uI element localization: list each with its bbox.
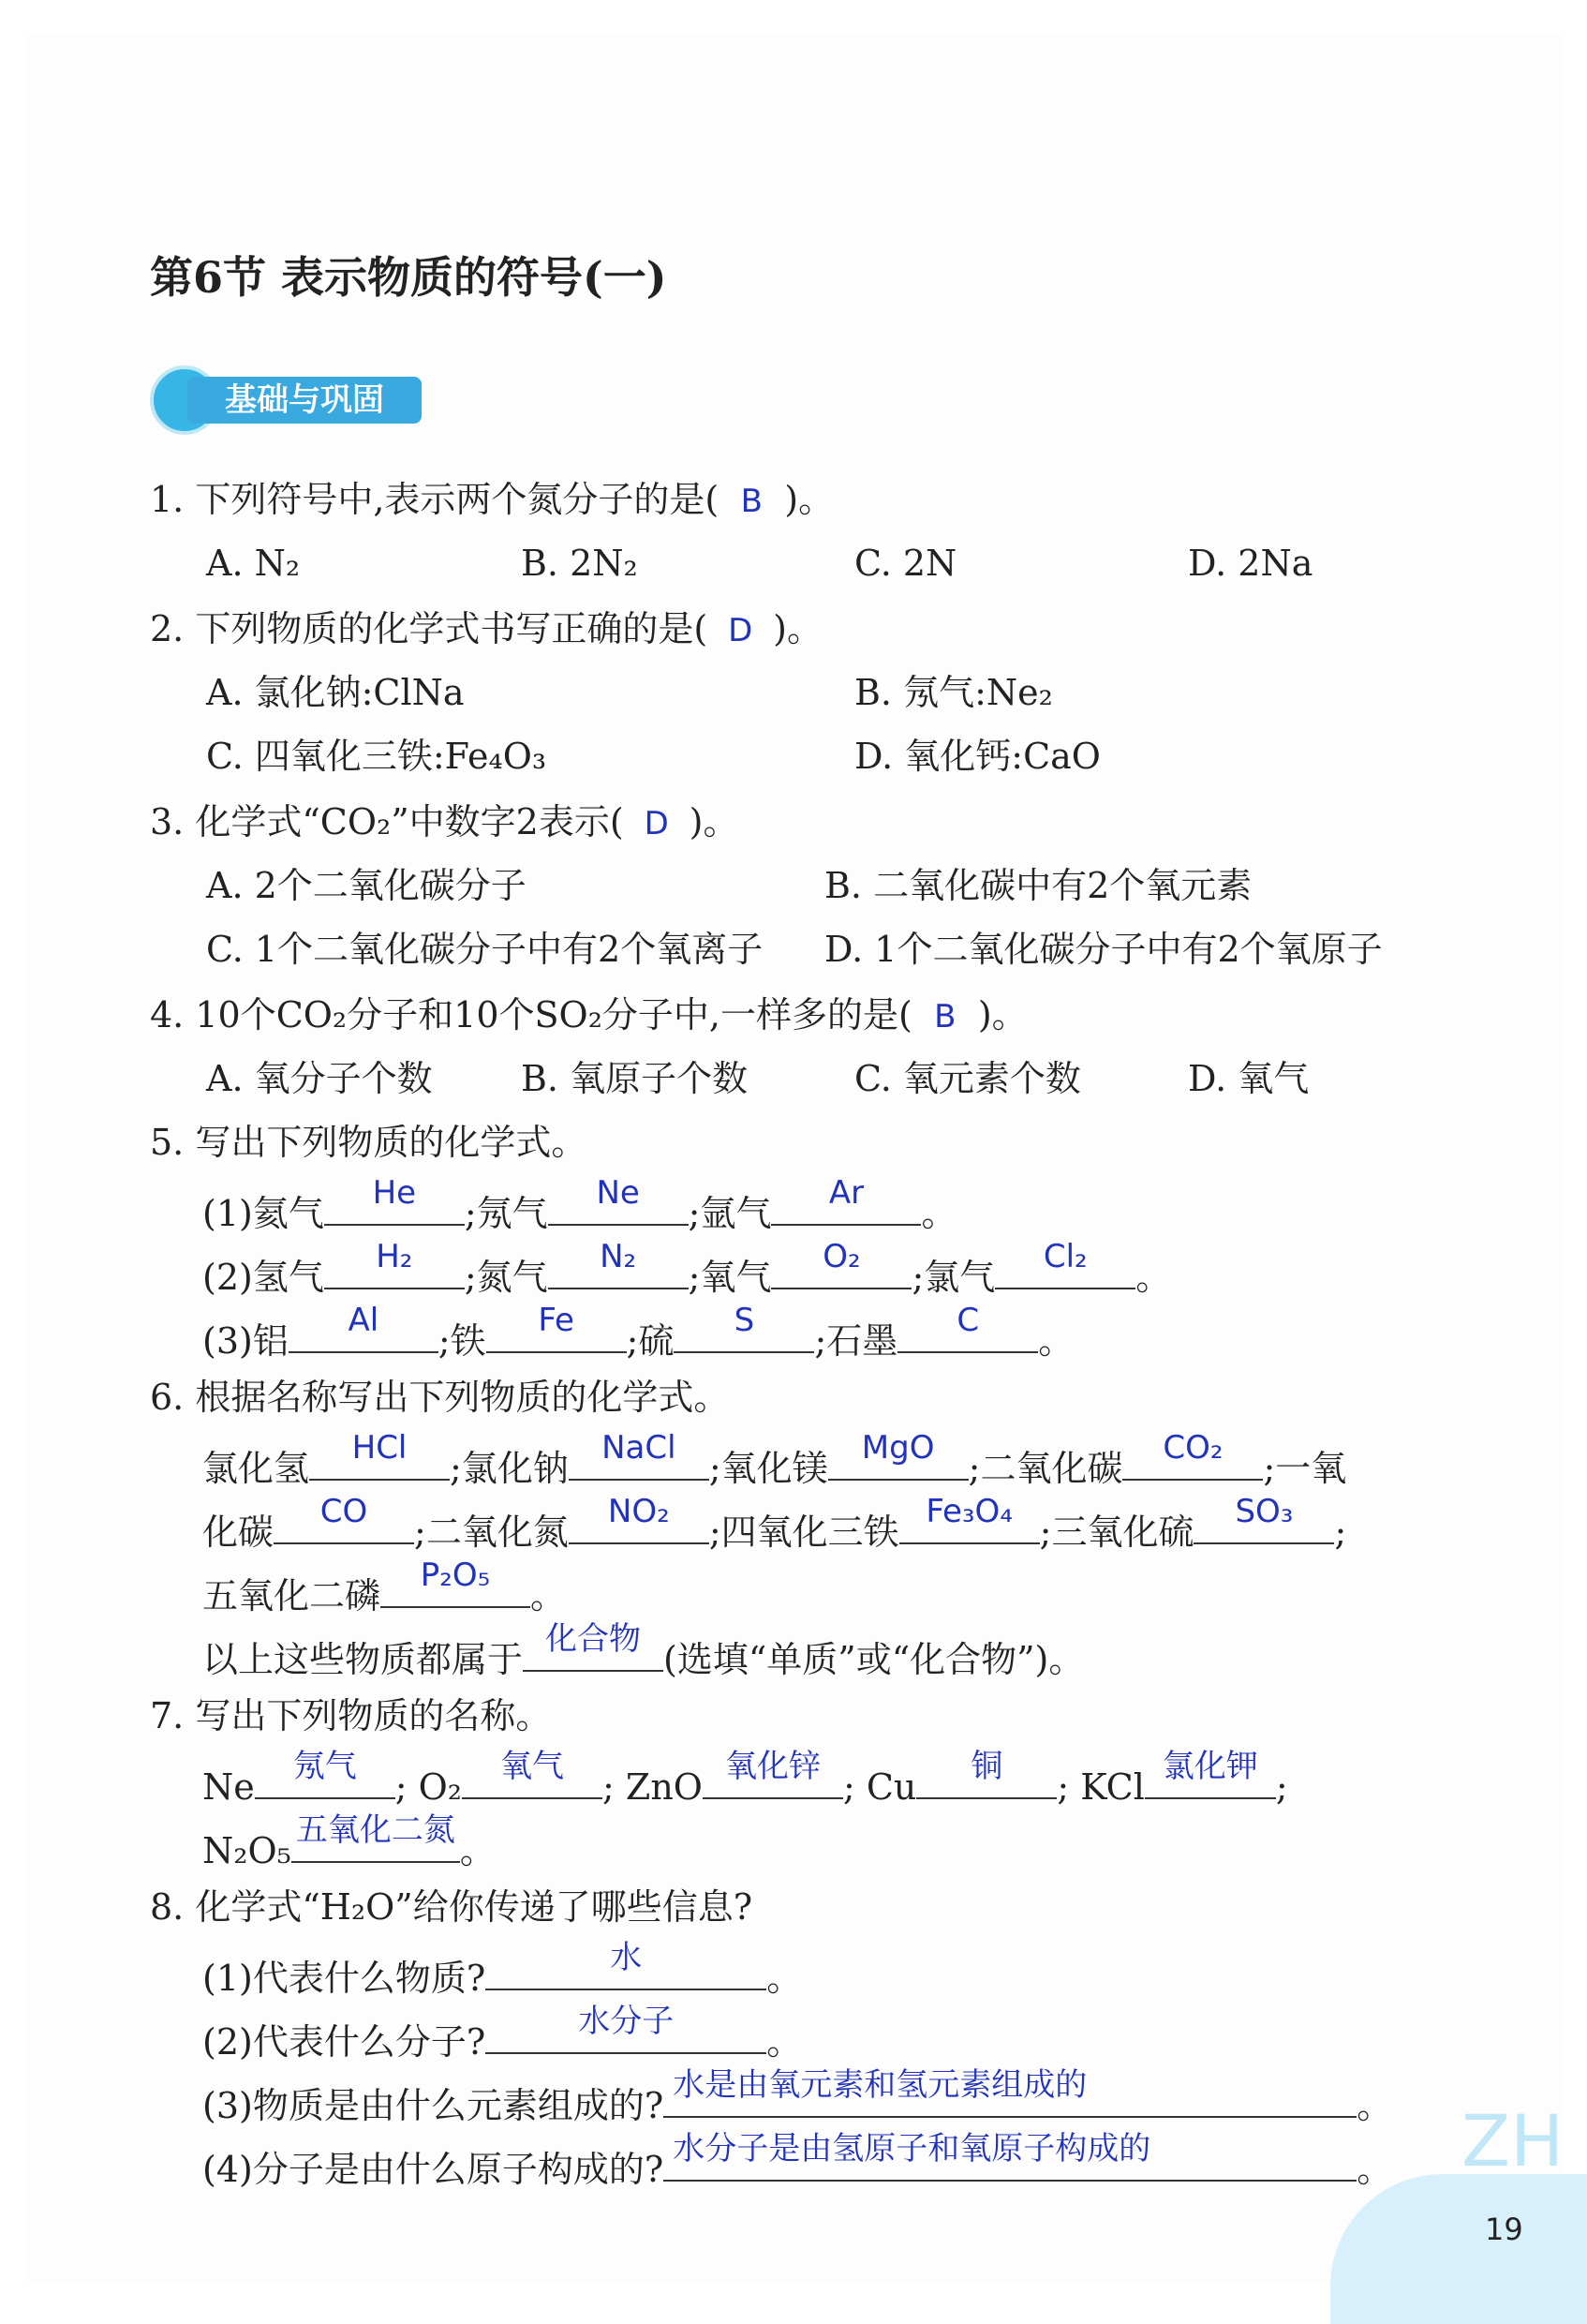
- section-badge: [150, 365, 422, 435]
- q8-row3: (3)物质是由什么元素组成的? 水是由氧元素和氢元素组成的 。: [202, 2066, 1393, 2126]
- q8-stem: 8. 化学式“H₂O”给你传递了哪些信息?: [150, 1886, 753, 1928]
- q6-blank: CO₂: [1122, 1438, 1263, 1481]
- q6-blank: HCl: [309, 1438, 450, 1481]
- q2-option-a: A. 氯化钠:ClNa: [206, 672, 465, 713]
- q6-row1: 氯化氢 HCl ;氯化钠 NaCl ;氧化镁 MgO ;二氧化碳 CO₂ ;一氧: [202, 1429, 1347, 1489]
- q5-blank: Ar: [771, 1183, 921, 1226]
- q4-answer: B: [934, 998, 957, 1035]
- badge-label: 基础与巩固: [187, 377, 422, 424]
- q1-option-b: B. 2N₂: [521, 543, 638, 584]
- q5-row1: (1)氦气 He ;氖气 Ne ;氩气 Ar 。: [202, 1174, 957, 1234]
- q4-option-c: C. 氧元素个数: [854, 1058, 1081, 1099]
- q6-blank: SO₃: [1194, 1501, 1334, 1544]
- q3-option-a: A. 2个二氧化碳分子: [206, 865, 527, 906]
- q6-stem: 6. 根据名称写出下列物质的化学式。: [150, 1377, 730, 1418]
- q3-option-d: D. 1个二氧化碳分子中有2个氧原子: [824, 929, 1383, 970]
- q7-blank: 氯化钾: [1145, 1756, 1276, 1799]
- q1-stem: 1. 下列符号中,表示两个氮分子的是( B )。: [150, 476, 834, 525]
- q6-blank: NO₂: [569, 1501, 709, 1544]
- q6-blank: P₂O₅: [380, 1565, 530, 1608]
- q3-stem: 3. 化学式“CO₂”中数字2表示( D )。: [150, 798, 738, 847]
- q5-blank: H₂: [324, 1246, 465, 1289]
- q4-option-b: B. 氧原子个数: [521, 1058, 749, 1099]
- q5-stem: 5. 写出下列物质的化学式。: [150, 1122, 587, 1163]
- q6-row4: 以上这些物质都属于 化合物 (选填“单质”或“化合物”)。: [202, 1620, 1085, 1680]
- q2-option-b: B. 氖气:Ne₂: [854, 672, 1053, 713]
- q5-blank: Cl₂: [995, 1246, 1135, 1289]
- q7-row2: N₂O₅ 五氧化二氮 。: [202, 1811, 496, 1871]
- q5-blank: Ne: [548, 1183, 689, 1226]
- q6-blank: CO: [274, 1501, 414, 1544]
- q5-blank: He: [324, 1183, 465, 1226]
- q8-blank: 水是由氧元素和氢元素组成的: [663, 2075, 1357, 2118]
- q7-blank: 氧化锌: [703, 1756, 843, 1799]
- page-number: 19: [1485, 2212, 1523, 2247]
- q2-option-c: C. 四氧化三铁:Fe₄O₃: [206, 736, 547, 777]
- q7-row1: Ne 氖气 ; O₂ 氧气 ; ZnO 氧化锌 ; Cu 铜 ; KCl 氯化钾 ;: [202, 1748, 1288, 1808]
- q7-blank: 铜: [916, 1756, 1057, 1799]
- q8-row2: (2)代表什么分子? 水分子 。: [202, 2003, 803, 2063]
- section-title: 第6节 表示物质的符号(一): [150, 252, 667, 303]
- q3-answer: D: [644, 805, 669, 842]
- q5-blank: N₂: [548, 1246, 689, 1289]
- q4-option-d: D. 氧气: [1188, 1058, 1310, 1099]
- q5-row2: (2)氢气 H₂ ;氮气 N₂ ;氧气 O₂ ;氯气 Cl₂ 。: [202, 1238, 1172, 1298]
- corner-mark: ZH: [1461, 2099, 1565, 2182]
- q8-row4: (4)分子是由什么原子构成的? 水分子是由氢原子和氧原子构成的 。: [202, 2130, 1393, 2190]
- q1-option-d: D. 2Na: [1188, 543, 1313, 584]
- q5-blank: C: [897, 1310, 1038, 1353]
- q3-option-c: C. 1个二氧化碳分子中有2个氧离子: [206, 929, 764, 970]
- q8-blank: 水: [485, 1947, 766, 1990]
- q6-blank: NaCl: [569, 1438, 709, 1481]
- q8-blank: 水分子: [485, 2011, 766, 2054]
- q4-option-a: A. 氧分子个数: [206, 1058, 433, 1099]
- q6-row2: 化碳 CO ;二氧化氮 NO₂ ;四氧化三铁 Fe₃O₄ ;三氧化硫 SO₃ ;: [202, 1493, 1347, 1553]
- q1-option-a: A. N₂: [206, 543, 301, 584]
- q5-blank: Fe: [486, 1310, 627, 1353]
- q7-blank: 氖气: [255, 1756, 395, 1799]
- q2-stem: 2. 下列物质的化学式书写正确的是( D )。: [150, 605, 823, 654]
- q5-blank: S: [674, 1310, 814, 1353]
- q4-stem: 4. 10个CO₂分子和10个SO₂分子中,一样多的是( B )。: [150, 991, 1028, 1040]
- q7-blank: 氧气: [462, 1756, 602, 1799]
- q7-stem: 7. 写出下列物质的名称。: [150, 1695, 552, 1736]
- q1-answer: B: [740, 483, 763, 520]
- q3-option-b: B. 二氧化碳中有2个氧元素: [824, 865, 1253, 906]
- q6-blank: Fe₃O₄: [899, 1501, 1040, 1544]
- q5-row3: (3)铝 Al ;铁 Fe ;硫 S ;石墨 C 。: [202, 1302, 1075, 1362]
- q6-blank: 化合物: [523, 1629, 663, 1672]
- q5-blank: Al: [289, 1310, 438, 1353]
- q1-option-c: C. 2N: [854, 543, 957, 584]
- q8-blank: 水分子是由氢原子和氧原子构成的: [663, 2138, 1357, 2182]
- q6-blank: MgO: [828, 1438, 969, 1481]
- q8-row1: (1)代表什么物质? 水 。: [202, 1939, 803, 1999]
- q7-blank: 五氧化二氮: [291, 1820, 460, 1863]
- q5-blank: O₂: [771, 1246, 912, 1289]
- q2-option-d: D. 氧化钙:CaO: [854, 736, 1101, 777]
- q2-answer: D: [728, 612, 753, 649]
- q6-row3: 五氧化二磷 P₂O₅ 。: [202, 1557, 567, 1616]
